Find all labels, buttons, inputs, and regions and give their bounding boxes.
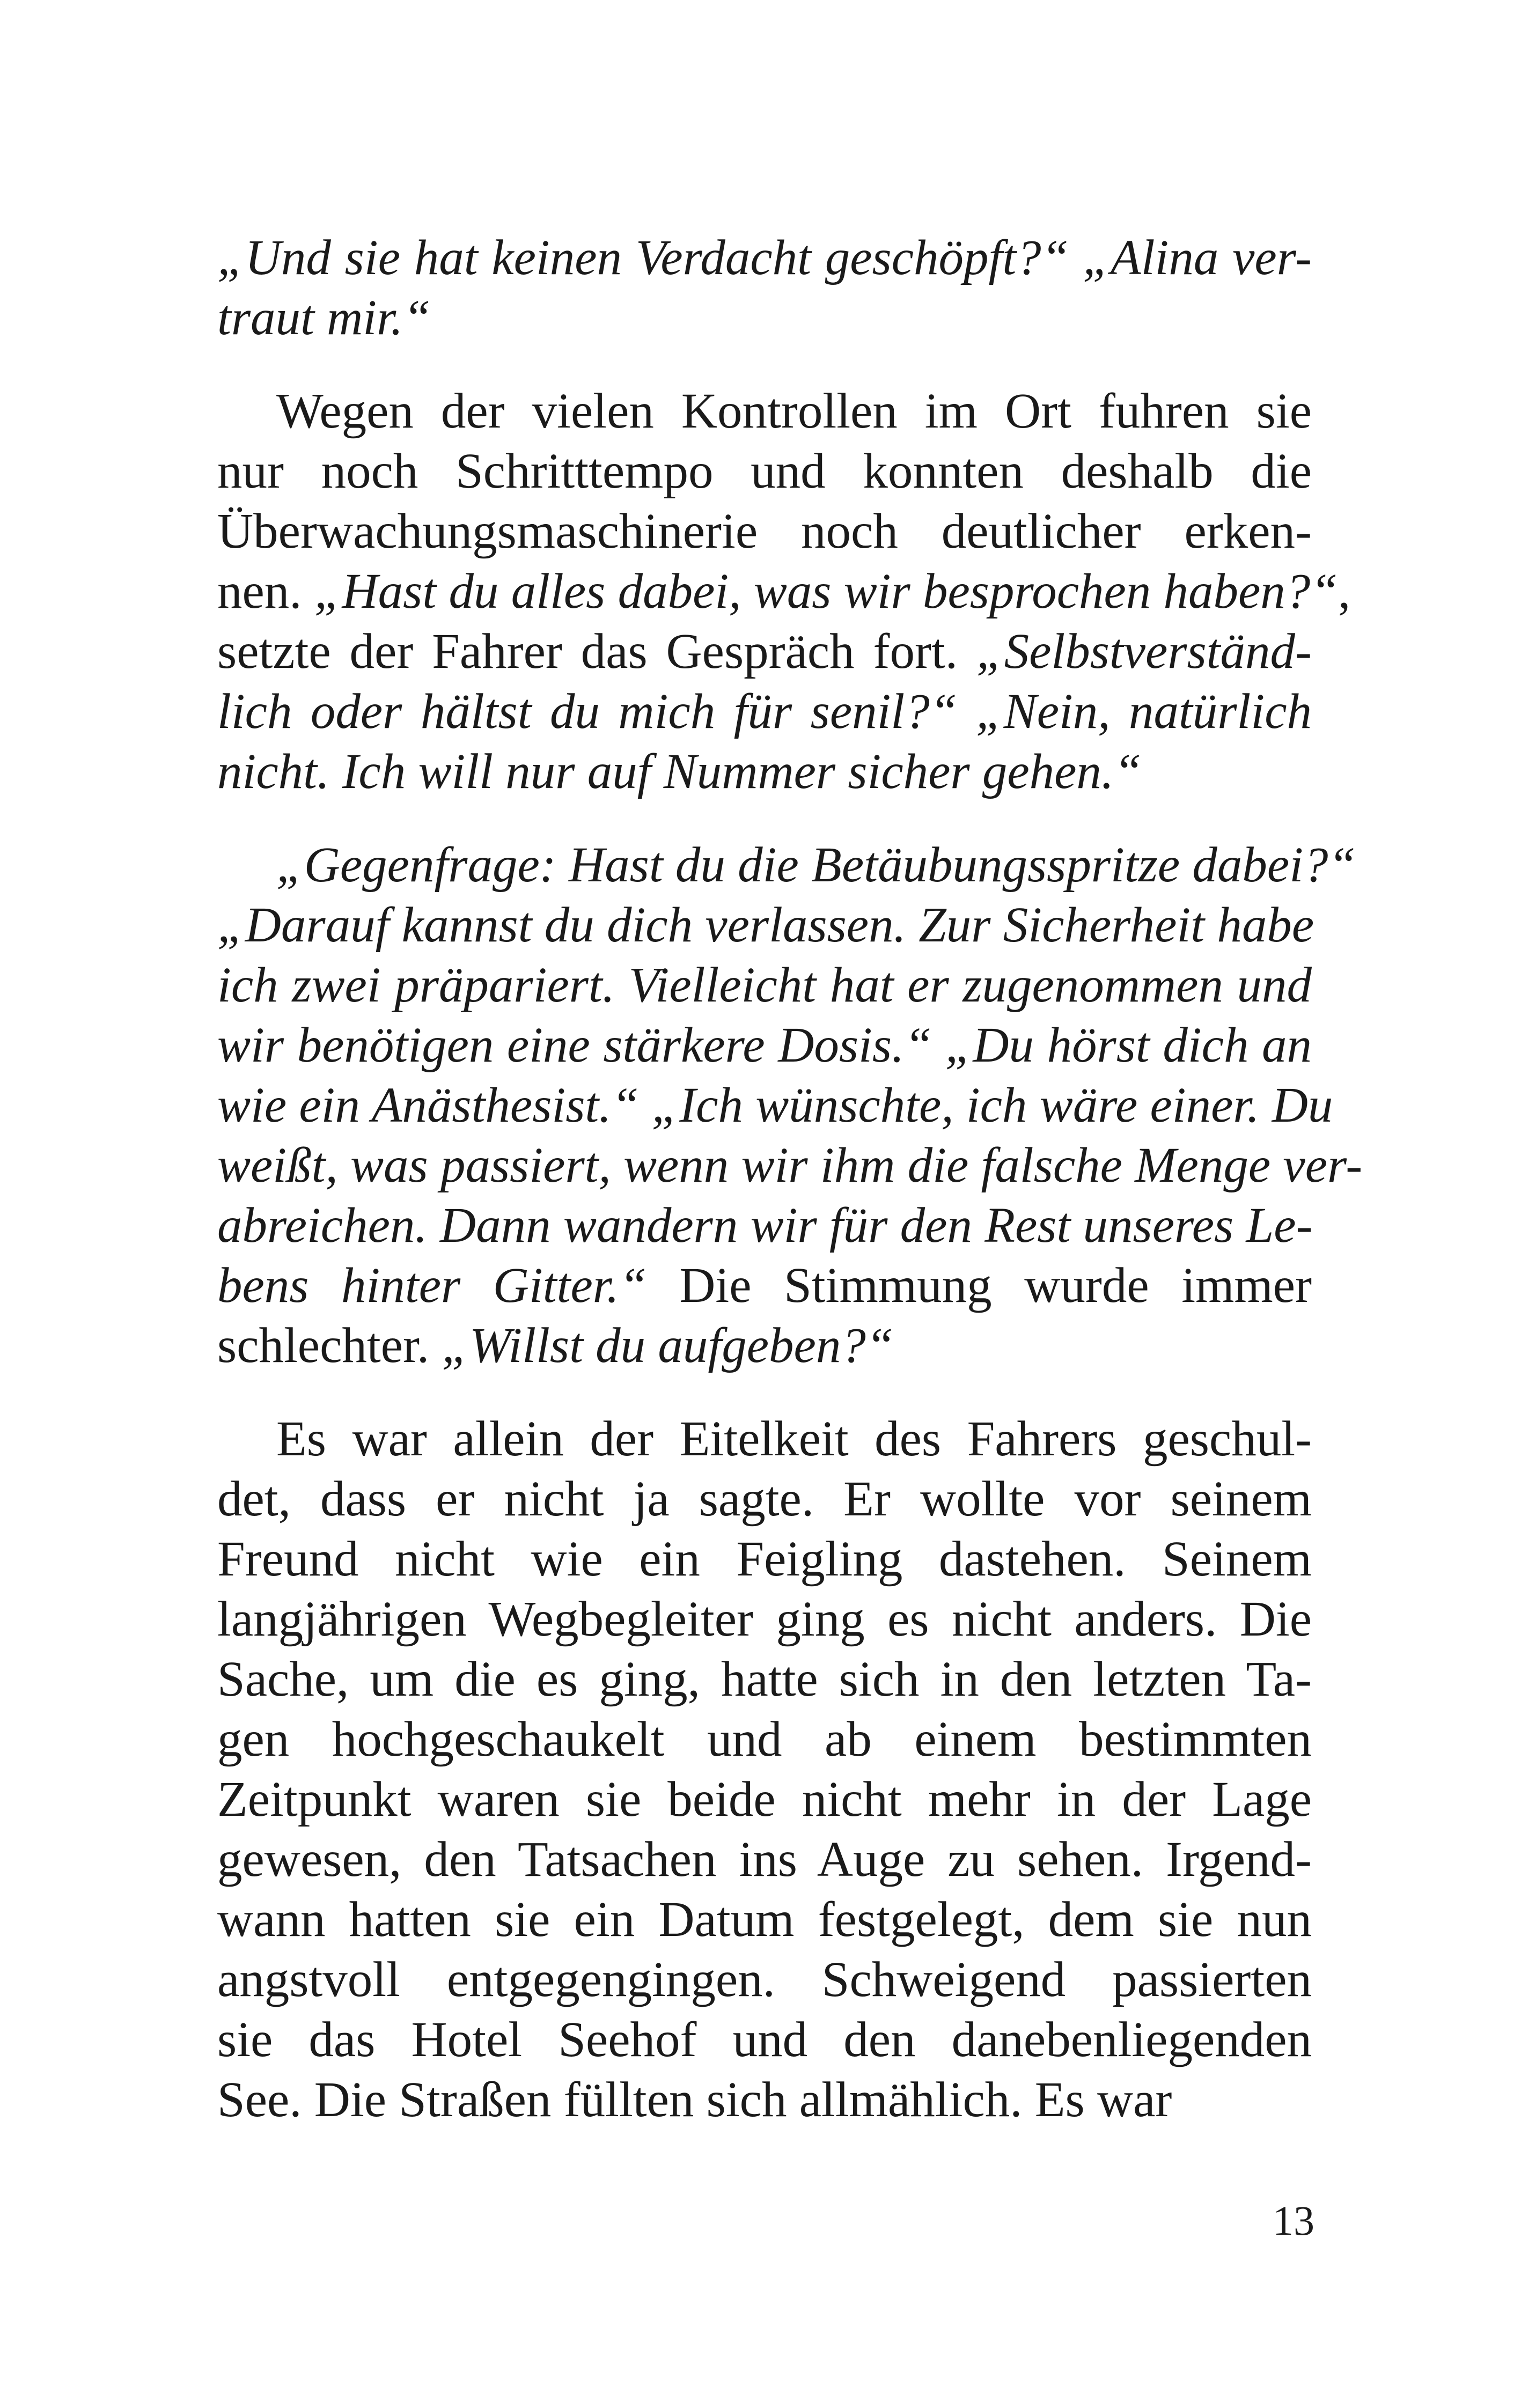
body-text — [217, 228, 1363, 2163]
text-line — [217, 1469, 1312, 1529]
text-line — [217, 381, 1312, 441]
dialogue-text: bens hinter Gitter.“ — [217, 1258, 647, 1313]
text-line — [217, 502, 1312, 562]
page-number: 13 — [1273, 2197, 1314, 2244]
text-line — [217, 288, 1312, 348]
text-line — [217, 1950, 1312, 2010]
dialogue-text: abreichen. Dann wandern wir für den Rest unseres Le- — [217, 1198, 1313, 1253]
dialogue-text: traut mir.“ — [217, 290, 431, 345]
text-line — [217, 1830, 1312, 1890]
narration-text: sie das Hotel Seehof und den danebenliegenden — [217, 2012, 1312, 2067]
text-line — [217, 1409, 1312, 1469]
dialogue-text: wie ein Anästhesist.“ „Ich wünschte, ich wäre einer. Du — [217, 1078, 1333, 1133]
narration-text: See. Die Straßen füllten sich allmählich. Es war — [217, 2072, 1172, 2127]
narration-text: langjährigen Wegbegleiter ging es nicht anders. Die — [217, 1592, 1312, 1647]
narration-text: schlechter. — [217, 1318, 442, 1373]
paragraph — [217, 1409, 1312, 2130]
text-line — [217, 1196, 1312, 1256]
dialogue-text: „Hast du alles dabei, was wir besprochen haben?“ — [314, 564, 1339, 619]
text-line — [217, 441, 1312, 502]
narration-text: nen. — [217, 564, 314, 619]
text-line — [217, 742, 1312, 802]
text-line — [217, 622, 1312, 682]
dialogue-text: ich zwei präpariert. Vielleicht hat er zugenommen und — [217, 958, 1312, 1013]
dialogue-text: lich oder hältst du mich für senil?“ „Nein, natürlich — [217, 684, 1312, 739]
dialogue-text: wir benötigen eine stärkere Dosis.“ „Du hörst dich an — [217, 1018, 1312, 1073]
narration-text: Es war allein der Eitelkeit des Fahrers geschul- — [276, 1411, 1312, 1467]
text-line — [217, 835, 1356, 895]
narration-text: Sache, um die es ging, hatte sich in den letzten Ta- — [217, 1652, 1312, 1707]
paragraph — [217, 381, 1351, 802]
narration-text: wann hatten sie ein Datum festgelegt, dem sie nun — [217, 1892, 1312, 1947]
text-line — [217, 1256, 1312, 1316]
narration-text: Zeitpunkt waren sie beide nicht mehr in der Lage — [217, 1772, 1312, 1827]
narration-text: nur noch Schritttempo und konnten deshalb die — [217, 444, 1312, 499]
text-line — [217, 895, 1312, 955]
text-line — [217, 2070, 1312, 2130]
text-line — [217, 2010, 1312, 2070]
text-line — [217, 682, 1312, 742]
text-line — [217, 1015, 1312, 1076]
dialogue-text: „Und sie hat keinen Verdacht geschöpft?“ „Alina ver- — [217, 230, 1312, 285]
narration-text: setzte der Fahrer das Gespräch fort. — [217, 624, 976, 679]
narration-text: angstvoll entgegengingen. Schweigend passierten — [217, 1952, 1312, 2007]
narration-text: Die Stimmung wurde immer — [646, 1258, 1312, 1313]
text-line — [217, 1076, 1333, 1136]
text-line — [217, 1316, 1312, 1376]
narration-text: , — [1338, 564, 1351, 619]
text-line — [217, 1890, 1312, 1950]
dialogue-text: „Darauf kannst du dich verlassen. Zur Sicherheit habe — [217, 897, 1314, 953]
dialogue-text: weißt, was passiert, wenn wir ihm die falsche Menge ver- — [217, 1138, 1363, 1193]
text-line — [217, 1529, 1312, 1589]
dialogue-text: „Gegenfrage: Hast du die Betäubungsspritze dabei?“ — [276, 837, 1356, 893]
text-line — [217, 1589, 1312, 1649]
text-line — [217, 228, 1312, 288]
dialogue-text: „Selbstverständ- — [976, 624, 1312, 679]
text-line — [217, 955, 1312, 1015]
narration-text: det, dass er nicht ja sagte. Er wollte vor seinem — [217, 1471, 1312, 1527]
text-line — [217, 562, 1351, 622]
narration-text: gen hochgeschaukelt und ab einem bestimmten — [217, 1712, 1312, 1767]
paragraph — [217, 835, 1363, 1376]
text-line — [217, 1136, 1363, 1196]
narration-text: Freund nicht wie ein Feigling dastehen. Seinem — [217, 1531, 1312, 1587]
narration-text: gewesen, den Tatsachen ins Auge zu sehen. Irgend- — [217, 1832, 1312, 1887]
narration-text: Wegen der vielen Kontrollen im Ort fuhren sie — [276, 384, 1312, 439]
text-line — [217, 1649, 1312, 1710]
dialogue-text: „Willst du aufgeben?“ — [442, 1318, 894, 1373]
text-line — [217, 1710, 1312, 1770]
narration-text: Überwachungsmaschinerie noch deutlicher erken- — [217, 504, 1312, 559]
dialogue-text: nicht. Ich will nur auf Nummer sicher gehen.“ — [217, 744, 1142, 799]
paragraph — [217, 228, 1312, 348]
text-line — [217, 1770, 1312, 1830]
